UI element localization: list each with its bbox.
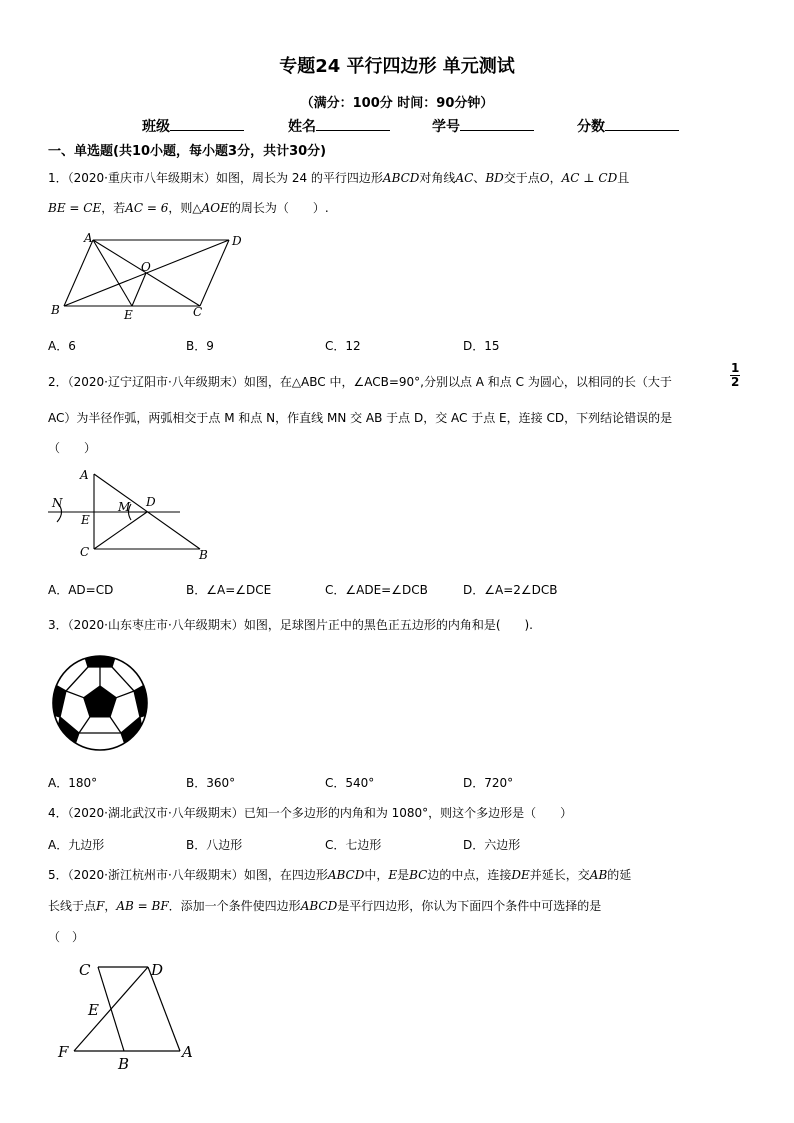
question-source: （2020·湖北武汉市·八年级期末）	[67, 806, 244, 820]
question-text: 如图，在△ABC 中，∠ACB=90°,分别以点 A 和点 C 为圆心，以相同的长（大于	[243, 375, 672, 389]
question-text: 已知一个多边形的内角和为 1080°，则这个多边形是（ ）	[243, 806, 573, 820]
label-c: C	[79, 961, 91, 979]
label-m: M	[118, 500, 131, 514]
student-id-blank	[460, 116, 534, 131]
q1-option-b[interactable]: B．9	[186, 339, 214, 353]
name-field	[288, 116, 390, 136]
question-text: 是平行四边形，你认为下面四个条件中可选择的是	[337, 899, 602, 913]
label-e: E	[124, 308, 133, 322]
math-var: BD	[485, 171, 504, 185]
question-text: 交于点	[503, 171, 540, 185]
q1-option-a[interactable]: A．6	[48, 339, 76, 353]
math-var: AB	[589, 868, 608, 882]
line-df	[74, 967, 148, 1051]
question-text: 的周长为（ ）.	[228, 201, 329, 215]
math-var: O	[539, 171, 550, 185]
math-expression: AC = 6	[125, 201, 169, 215]
label-a: A	[80, 468, 89, 482]
q4-option-b[interactable]: B．八边形	[186, 838, 243, 852]
math-var: E	[388, 868, 398, 882]
label-e: E	[88, 1001, 99, 1019]
score-blank	[605, 116, 679, 131]
question-text: 如图，在四边形	[243, 868, 328, 882]
segment-ae	[93, 240, 132, 306]
question-text: ．添加一个条件使四边形	[168, 899, 301, 913]
question-2-line-2: AC）为半径作弧，两弧相交于点 M 和点 N，作直线 MN 交 AB 于点 D，交 AC 于点 E，连接 CD，下列结论错误的是	[48, 411, 673, 425]
question-text: 并延长，交	[529, 868, 590, 882]
question-text: 且	[617, 171, 630, 185]
question-1-line-1	[48, 170, 629, 186]
question-text: 的延	[607, 868, 632, 882]
student-id-field	[432, 116, 534, 136]
math-var: F	[96, 899, 105, 913]
fraction-denominator: 2	[731, 375, 740, 389]
score-label: 分数	[577, 119, 605, 135]
question-1-line-2	[48, 200, 329, 216]
math-var: AOE	[201, 201, 229, 215]
math-var: ABCD	[327, 868, 365, 882]
question-3-line-1	[48, 617, 533, 633]
q4-option-d[interactable]: D．六边形	[463, 838, 521, 852]
name-label: 姓名	[288, 119, 316, 135]
q3-option-c[interactable]: C．540°	[325, 776, 375, 790]
page-title: 专题24 平行四边形 单元测试	[279, 56, 515, 77]
student-id-label: 学号	[432, 119, 460, 135]
label-o: O	[141, 260, 151, 274]
segment-cd	[94, 512, 147, 549]
math-expression: AC ⊥ CD	[561, 171, 618, 185]
question-5-line-1	[48, 867, 631, 883]
question-number: 3．	[48, 618, 68, 632]
question-5-line-2	[48, 898, 601, 914]
label-d: D	[151, 961, 164, 979]
question-number: 1．	[48, 171, 68, 185]
exam-subtitle: （满分：100分 时间：90分钟）	[300, 96, 494, 111]
math-expression: BE = CE	[48, 201, 102, 215]
q1-option-d[interactable]: D．15	[463, 339, 500, 353]
class-label: 班级	[142, 119, 170, 135]
math-var: DE	[511, 868, 530, 882]
question-text: 是	[397, 868, 410, 882]
label-d: D	[232, 234, 242, 248]
question-text: ，	[549, 171, 562, 185]
question-source: （2020·浙江杭州市·八年级期末）	[67, 868, 244, 882]
question-2-line-1	[48, 374, 672, 390]
question-text: 长线于点	[48, 899, 97, 913]
label-b: B	[199, 548, 208, 562]
soccer-ball-image	[50, 653, 150, 753]
q3-option-b[interactable]: B．360°	[186, 776, 236, 790]
question-text: ，若	[101, 201, 126, 215]
q2-option-a[interactable]: A．AD=CD	[48, 583, 114, 597]
question-number: 4．	[48, 806, 68, 820]
side-da	[148, 967, 180, 1051]
class-field	[142, 116, 244, 136]
label-b: B	[118, 1055, 130, 1073]
q2-option-b[interactable]: B．∠A=∠DCE	[186, 583, 272, 597]
label-n: N	[52, 496, 63, 510]
fraction-one-half	[730, 362, 740, 389]
q2-option-c[interactable]: C．∠ADE=∠DCB	[325, 583, 428, 597]
question-text: 边的中点，连接	[427, 868, 512, 882]
q4-option-c[interactable]: C．七边形	[325, 838, 382, 852]
math-var: AC	[455, 171, 474, 185]
label-c: C	[80, 545, 90, 559]
question-2-line-3: （ ）	[48, 441, 97, 455]
math-var: ABCD	[300, 899, 338, 913]
q4-option-a[interactable]: A．九边形	[48, 838, 105, 852]
question-text: 如图，足球图片正中的黑色正五边形的内角和是( ).	[243, 618, 533, 632]
fraction-numerator: 1	[731, 361, 740, 375]
label-c: C	[193, 305, 203, 319]
q3-option-a[interactable]: A．180°	[48, 776, 98, 790]
section-heading: 一、单选题(共10小题，每小题3分，共计30分)	[48, 144, 327, 159]
question-source: （2020·重庆市八年级期末）	[67, 171, 216, 185]
parallelogram-figure	[44, 228, 254, 328]
question-text: 如图，周长为 24 的平行四边形	[216, 171, 383, 185]
question-text: 对角线	[419, 171, 456, 185]
question-text: ，则△	[168, 201, 202, 215]
name-blank	[316, 116, 390, 131]
q3-option-d[interactable]: D．720°	[463, 776, 514, 790]
class-blank	[170, 116, 244, 131]
q2-option-d[interactable]: D．∠A=2∠DCB	[463, 583, 558, 597]
math-var: BC	[409, 868, 428, 882]
label-d: D	[146, 495, 156, 509]
question-text: 中，	[364, 868, 389, 882]
label-a: A	[84, 231, 93, 245]
label-e: E	[81, 513, 90, 527]
question-number: 5．	[48, 868, 68, 882]
question-number: 2．	[48, 375, 68, 389]
triangle-construction-figure	[44, 466, 214, 566]
question-5-line-3: （ ）	[48, 930, 85, 944]
label-a: A	[182, 1043, 193, 1061]
question-text: ，	[104, 899, 117, 913]
question-4-line-1	[48, 805, 572, 821]
math-expression: AB = BF	[116, 899, 169, 913]
question-text: 、	[473, 171, 486, 185]
question-source: （2020·山东枣庄市·八年级期末）	[67, 618, 244, 632]
quadrilateral-figure	[52, 955, 202, 1075]
label-f: F	[58, 1043, 69, 1061]
score-field	[577, 116, 679, 136]
q1-option-c[interactable]: C．12	[325, 339, 361, 353]
label-b: B	[51, 303, 60, 317]
question-source: （2020·辽宁辽阳市·八年级期末）	[67, 375, 244, 389]
math-var: ABCD	[382, 171, 420, 185]
